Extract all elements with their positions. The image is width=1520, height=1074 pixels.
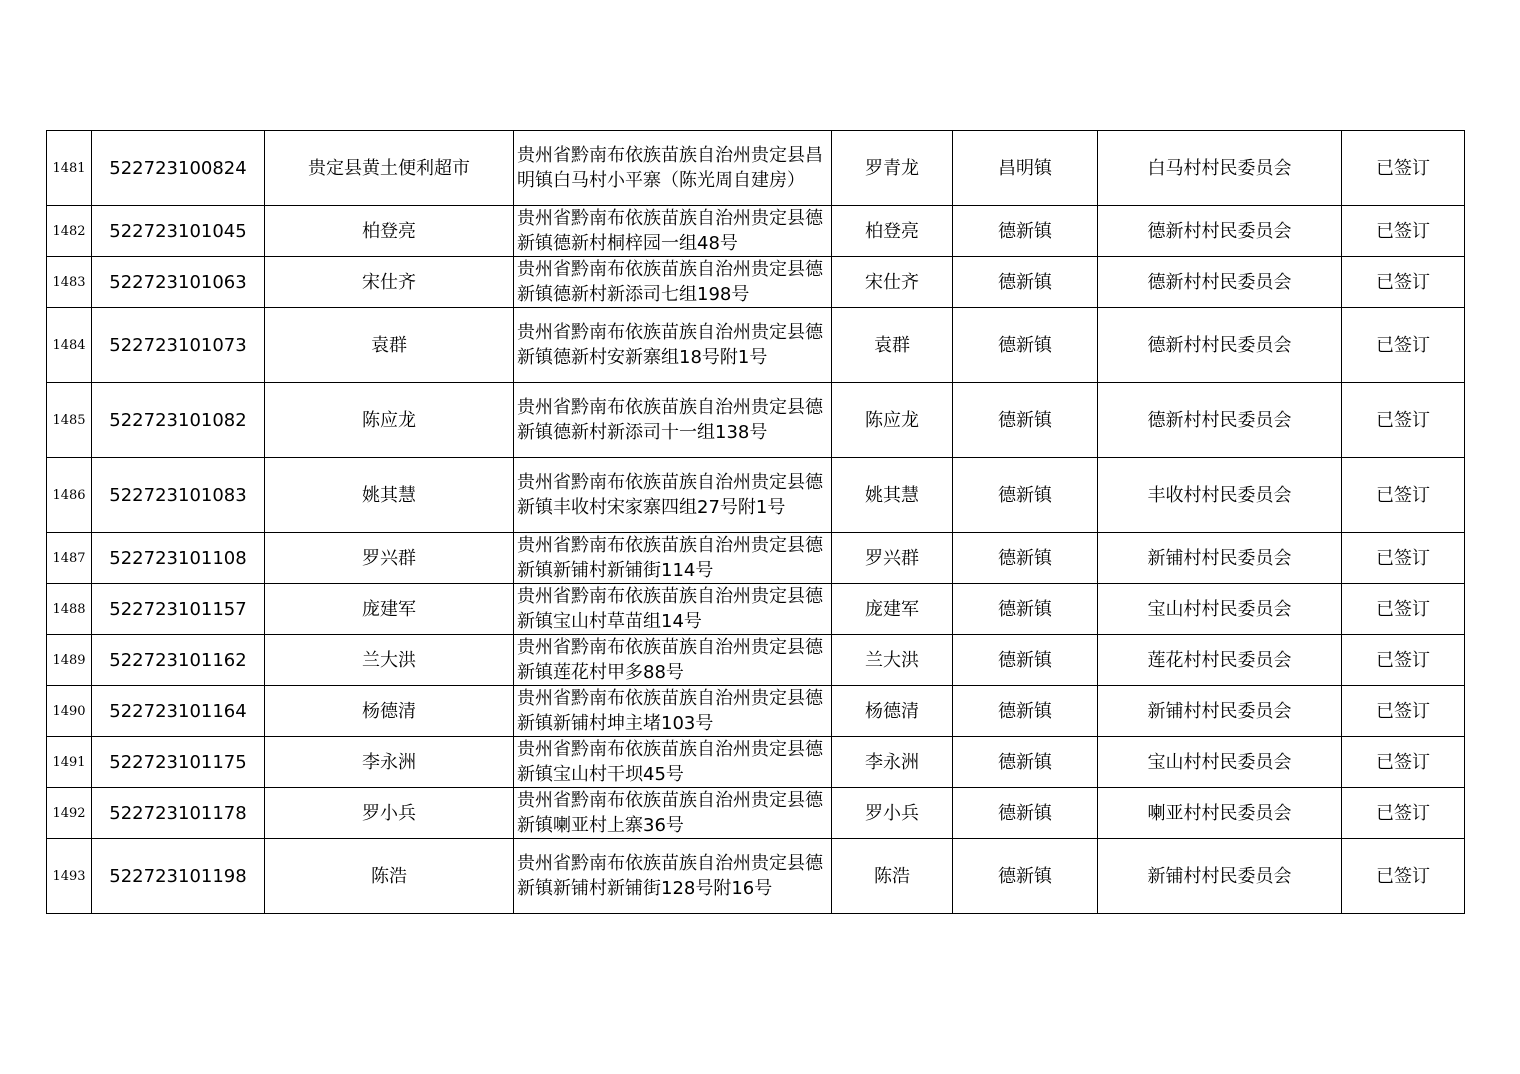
- contact-person-cell: 陈应龙: [832, 383, 953, 458]
- table-body: [47, 131, 1465, 914]
- village-committee-cell: 德新村村民委员会: [1098, 383, 1342, 458]
- record-code-cell: 522723101175: [92, 737, 265, 788]
- village-committee-cell: 白马村村民委员会: [1098, 131, 1342, 206]
- address-cell: 贵州省黔南布依族苗族自治州贵定县德新镇新铺村坤主堵103号: [514, 686, 832, 737]
- table-row: [47, 839, 1465, 914]
- sign-status-cell: 已签订: [1342, 737, 1465, 788]
- business-name-cell: 李永洲: [265, 737, 514, 788]
- town-cell: 德新镇: [953, 584, 1098, 635]
- contact-person-cell: 袁群: [832, 308, 953, 383]
- business-name-cell: 宋仕齐: [265, 257, 514, 308]
- sign-status-cell: 已签订: [1342, 686, 1465, 737]
- address-cell: 贵州省黔南布依族苗族自治州贵定县德新镇宝山村干坝45号: [514, 737, 832, 788]
- table-row: [47, 458, 1465, 533]
- row-index-cell: 1490: [47, 686, 92, 737]
- town-cell: 德新镇: [953, 533, 1098, 584]
- table-row: [47, 788, 1465, 839]
- row-index-cell: 1484: [47, 308, 92, 383]
- business-name-cell: 杨德清: [265, 686, 514, 737]
- village-committee-cell: 宝山村村民委员会: [1098, 584, 1342, 635]
- sign-status-cell: 已签订: [1342, 308, 1465, 383]
- table-row: [47, 308, 1465, 383]
- town-cell: 德新镇: [953, 458, 1098, 533]
- business-name-cell: 陈应龙: [265, 383, 514, 458]
- town-cell: 德新镇: [953, 635, 1098, 686]
- table-row: [47, 737, 1465, 788]
- business-name-cell: 姚其慧: [265, 458, 514, 533]
- contact-person-cell: 姚其慧: [832, 458, 953, 533]
- town-cell: 德新镇: [953, 686, 1098, 737]
- record-code-cell: 522723101178: [92, 788, 265, 839]
- address-cell: 贵州省黔南布依族苗族自治州贵定县德新镇德新村安新寨组18号附1号: [514, 308, 832, 383]
- address-cell: 贵州省黔南布依族苗族自治州贵定县德新镇新铺村新铺街128号附16号: [514, 839, 832, 914]
- table-row: [47, 383, 1465, 458]
- address-cell: 贵州省黔南布依族苗族自治州贵定县德新镇德新村新添司十一组138号: [514, 383, 832, 458]
- row-index-cell: 1482: [47, 206, 92, 257]
- contact-person-cell: 庞建军: [832, 584, 953, 635]
- business-name-cell: 袁群: [265, 308, 514, 383]
- sign-status-cell: 已签订: [1342, 458, 1465, 533]
- address-cell: 贵州省黔南布依族苗族自治州贵定县德新镇丰收村宋家寨四组27号附1号: [514, 458, 832, 533]
- table-row: [47, 686, 1465, 737]
- town-cell: 德新镇: [953, 839, 1098, 914]
- row-index-cell: 1481: [47, 131, 92, 206]
- sign-status-cell: 已签订: [1342, 635, 1465, 686]
- table-row: [47, 584, 1465, 635]
- sign-status-cell: 已签订: [1342, 257, 1465, 308]
- record-code-cell: 522723101164: [92, 686, 265, 737]
- contact-person-cell: 罗小兵: [832, 788, 953, 839]
- contact-person-cell: 罗兴群: [832, 533, 953, 584]
- business-name-cell: 贵定县黄土便利超市: [265, 131, 514, 206]
- town-cell: 德新镇: [953, 383, 1098, 458]
- contact-person-cell: 柏登亮: [832, 206, 953, 257]
- sign-status-cell: 已签订: [1342, 839, 1465, 914]
- row-index-cell: 1492: [47, 788, 92, 839]
- village-committee-cell: 德新村村民委员会: [1098, 206, 1342, 257]
- record-code-cell: 522723101108: [92, 533, 265, 584]
- record-code-cell: 522723101045: [92, 206, 265, 257]
- contact-person-cell: 兰大洪: [832, 635, 953, 686]
- row-index-cell: 1485: [47, 383, 92, 458]
- address-cell: 贵州省黔南布依族苗族自治州贵定县德新镇喇亚村上寨36号: [514, 788, 832, 839]
- sign-status-cell: 已签订: [1342, 383, 1465, 458]
- record-code-cell: 522723101157: [92, 584, 265, 635]
- record-code-cell: 522723100824: [92, 131, 265, 206]
- sign-status-cell: 已签订: [1342, 788, 1465, 839]
- table-row: [47, 257, 1465, 308]
- town-cell: 德新镇: [953, 308, 1098, 383]
- sign-status-cell: 已签订: [1342, 131, 1465, 206]
- record-code-cell: 522723101082: [92, 383, 265, 458]
- village-committee-cell: 新铺村村民委员会: [1098, 686, 1342, 737]
- row-index-cell: 1486: [47, 458, 92, 533]
- sign-status-cell: 已签订: [1342, 533, 1465, 584]
- address-cell: 贵州省黔南布依族苗族自治州贵定县昌明镇白马村小平寨（陈光周自建房）: [514, 131, 832, 206]
- contact-person-cell: 李永洲: [832, 737, 953, 788]
- village-committee-cell: 丰收村村民委员会: [1098, 458, 1342, 533]
- business-name-cell: 柏登亮: [265, 206, 514, 257]
- village-committee-cell: 莲花村村民委员会: [1098, 635, 1342, 686]
- table-row: [47, 533, 1465, 584]
- table-row: [47, 635, 1465, 686]
- address-cell: 贵州省黔南布依族苗族自治州贵定县德新镇莲花村甲多88号: [514, 635, 832, 686]
- row-index-cell: 1493: [47, 839, 92, 914]
- village-committee-cell: 喇亚村村民委员会: [1098, 788, 1342, 839]
- row-index-cell: 1487: [47, 533, 92, 584]
- town-cell: 德新镇: [953, 257, 1098, 308]
- address-cell: 贵州省黔南布依族苗族自治州贵定县德新镇宝山村草苗组14号: [514, 584, 832, 635]
- address-cell: 贵州省黔南布依族苗族自治州贵定县德新镇德新村桐梓园一组48号: [514, 206, 832, 257]
- business-name-cell: 罗小兵: [265, 788, 514, 839]
- town-cell: 德新镇: [953, 206, 1098, 257]
- business-name-cell: 罗兴群: [265, 533, 514, 584]
- table-row: [47, 131, 1465, 206]
- record-code-cell: 522723101198: [92, 839, 265, 914]
- record-code-cell: 522723101073: [92, 308, 265, 383]
- town-cell: 德新镇: [953, 737, 1098, 788]
- village-committee-cell: 新铺村村民委员会: [1098, 533, 1342, 584]
- business-name-cell: 庞建军: [265, 584, 514, 635]
- address-cell: 贵州省黔南布依族苗族自治州贵定县德新镇新铺村新铺街114号: [514, 533, 832, 584]
- row-index-cell: 1489: [47, 635, 92, 686]
- sign-status-cell: 已签订: [1342, 206, 1465, 257]
- record-code-cell: 522723101063: [92, 257, 265, 308]
- table-row: [47, 206, 1465, 257]
- address-cell: 贵州省黔南布依族苗族自治州贵定县德新镇德新村新添司七组198号: [514, 257, 832, 308]
- village-committee-cell: 新铺村村民委员会: [1098, 839, 1342, 914]
- sign-status-cell: 已签订: [1342, 584, 1465, 635]
- business-name-cell: 兰大洪: [265, 635, 514, 686]
- village-committee-cell: 宝山村村民委员会: [1098, 737, 1342, 788]
- contact-person-cell: 陈浩: [832, 839, 953, 914]
- record-code-cell: 522723101162: [92, 635, 265, 686]
- contact-person-cell: 杨德清: [832, 686, 953, 737]
- village-committee-cell: 德新村村民委员会: [1098, 257, 1342, 308]
- town-cell: 昌明镇: [953, 131, 1098, 206]
- contact-person-cell: 罗青龙: [832, 131, 953, 206]
- business-name-cell: 陈浩: [265, 839, 514, 914]
- record-code-cell: 522723101083: [92, 458, 265, 533]
- records-table: [46, 130, 1465, 914]
- row-index-cell: 1491: [47, 737, 92, 788]
- row-index-cell: 1488: [47, 584, 92, 635]
- row-index-cell: 1483: [47, 257, 92, 308]
- village-committee-cell: 德新村村民委员会: [1098, 308, 1342, 383]
- contact-person-cell: 宋仕齐: [832, 257, 953, 308]
- town-cell: 德新镇: [953, 788, 1098, 839]
